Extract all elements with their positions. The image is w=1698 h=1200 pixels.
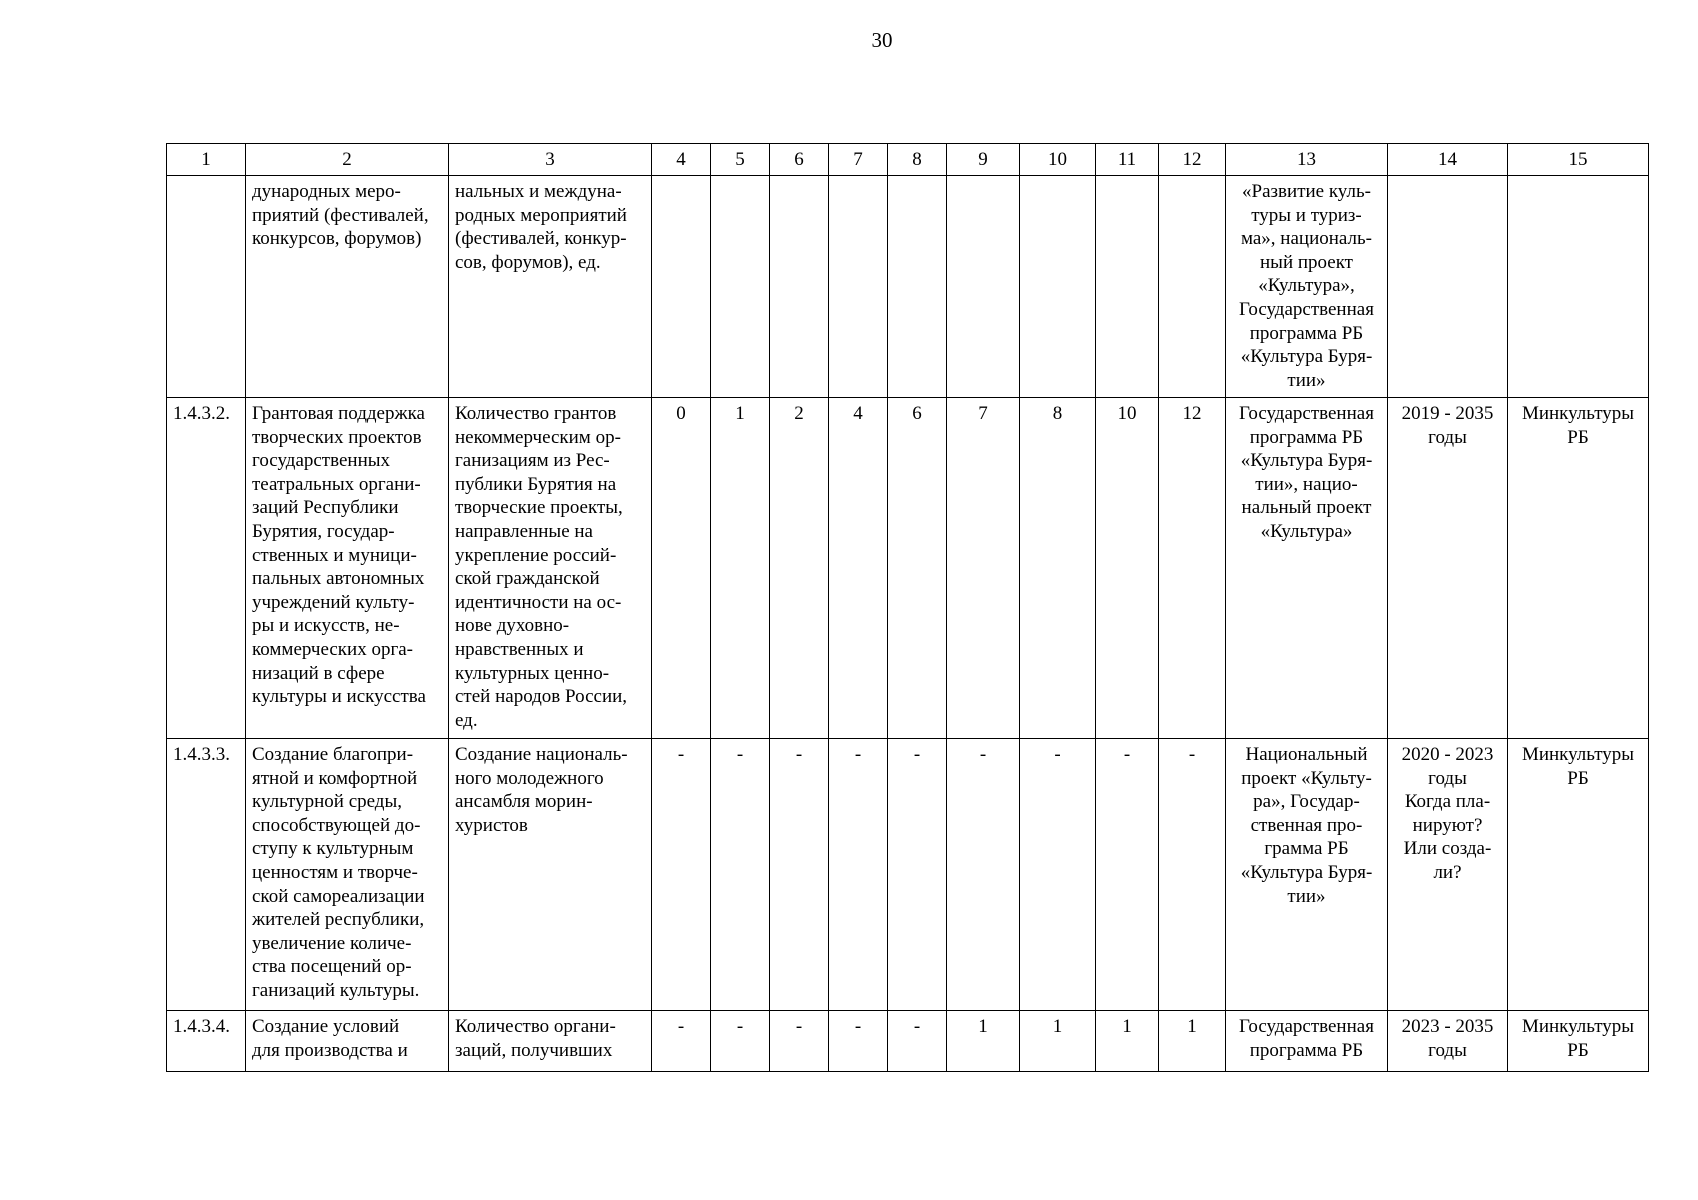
header-cell: 5	[711, 144, 770, 176]
header-cell: 14	[1388, 144, 1508, 176]
indicator-cell: нальных и междуна- родных мероприятий (фестивалей, конкур- сов, форумов), ед.	[449, 176, 652, 398]
value-cell	[888, 176, 947, 398]
value-cell: 1	[1159, 1011, 1226, 1072]
value-cell	[770, 176, 829, 398]
value-cell	[1020, 176, 1096, 398]
row-number: 1.4.3.4.	[167, 1011, 246, 1072]
value-cell: 0	[652, 398, 711, 739]
value-cell: -	[652, 1011, 711, 1072]
event-cell: Создание условий для производства и	[246, 1011, 449, 1072]
indicator-cell: Количество органи- заций, получивших	[449, 1011, 652, 1072]
measures-table	[166, 143, 1649, 1072]
header-cell: 2	[246, 144, 449, 176]
value-cell: -	[711, 739, 770, 1011]
value-cell: 6	[888, 398, 947, 739]
value-cell: -	[888, 739, 947, 1011]
row-number	[167, 176, 246, 398]
header-cell: 6	[770, 144, 829, 176]
header-cell: 10	[1020, 144, 1096, 176]
value-cell: 1	[711, 398, 770, 739]
header-cell: 11	[1096, 144, 1159, 176]
value-cell: 7	[947, 398, 1020, 739]
value-cell: -	[652, 739, 711, 1011]
value-cell: 1	[1096, 1011, 1159, 1072]
source-cell: Государственная программа РБ	[1226, 1011, 1388, 1072]
value-cell	[1159, 176, 1226, 398]
source-cell: «Развитие куль- туры и туриз- ма», националь- ный проект «Культура», Государственная программа РБ «Культура Буря- тии»	[1226, 176, 1388, 398]
value-cell: -	[1159, 739, 1226, 1011]
value-cell: 1	[1020, 1011, 1096, 1072]
header-cell: 4	[652, 144, 711, 176]
header-cell: 15	[1508, 144, 1649, 176]
header-cell: 1	[167, 144, 246, 176]
responsible-cell: Минкультуры РБ	[1508, 1011, 1649, 1072]
header-cell: 9	[947, 144, 1020, 176]
indicator-cell: Создание националь- ного молодежного ансамбля морин- хуристов	[449, 739, 652, 1011]
page-number: 30	[871, 28, 893, 52]
responsible-cell: Минкультуры РБ	[1508, 398, 1649, 739]
event-cell: Создание благопри- ятной и комфортной культурной среды, способствующей до- ступу к культурным ценностям и творче- ской самореализации жителей республики, увеличение количе- ства посещений ор- ганизаций культуры.	[246, 739, 449, 1011]
source-cell: Государственная программа РБ «Культура Буря- тии», нацио- нальный проект «Культура»	[1226, 398, 1388, 739]
table-row	[167, 739, 1649, 1011]
value-cell	[829, 176, 888, 398]
row-number: 1.4.3.2.	[167, 398, 246, 739]
table-row	[167, 176, 1649, 398]
value-cell: -	[947, 739, 1020, 1011]
header-cell: 7	[829, 144, 888, 176]
value-cell: -	[1096, 739, 1159, 1011]
header-cell: 8	[888, 144, 947, 176]
event-cell: Грантовая поддержка творческих проектов государственных театральных органи- заций Республики Бурятия, государ- ственных и муници- пальных автономных учреждений культу- ры и искусств, не- коммерческих орга- низаций в сфере культуры и искусства	[246, 398, 449, 739]
value-cell: 4	[829, 398, 888, 739]
period-cell: 2019 - 2035 годы	[1388, 398, 1508, 739]
value-cell: -	[1020, 739, 1096, 1011]
value-cell: -	[770, 1011, 829, 1072]
source-cell: Национальный проект «Культу- ра», Государ- ственная про- грамма РБ «Культура Буря- тии»	[1226, 739, 1388, 1011]
value-cell: -	[711, 1011, 770, 1072]
header-cell: 3	[449, 144, 652, 176]
value-cell	[711, 176, 770, 398]
period-cell: 2023 - 2035 годы	[1388, 1011, 1508, 1072]
value-cell: -	[829, 739, 888, 1011]
value-cell: -	[888, 1011, 947, 1072]
header-cell: 12	[1159, 144, 1226, 176]
event-cell: дународных меро- приятий (фестивалей, конкурсов, форумов)	[246, 176, 449, 398]
value-cell	[947, 176, 1020, 398]
value-cell: 2	[770, 398, 829, 739]
value-cell: 12	[1159, 398, 1226, 739]
period-cell: 2020 - 2023 годы Когда пла- нируют? Или созда- ли?	[1388, 739, 1508, 1011]
table-header-row	[167, 144, 1649, 176]
value-cell: -	[770, 739, 829, 1011]
value-cell: 8	[1020, 398, 1096, 739]
period-cell	[1388, 176, 1508, 398]
row-number: 1.4.3.3.	[167, 739, 246, 1011]
value-cell: 1	[947, 1011, 1020, 1072]
responsible-cell	[1508, 176, 1649, 398]
value-cell	[652, 176, 711, 398]
table-row	[167, 1011, 1649, 1072]
value-cell: -	[829, 1011, 888, 1072]
value-cell	[1096, 176, 1159, 398]
table-row	[167, 398, 1649, 739]
indicator-cell: Количество грантов некоммерческим ор- ганизациям из Рес- публики Бурятия на творческие проекты, направленные на укрепление россий- ской гражданской идентичности на ос- нове духовно- нравственных и культурных ценно- стей народов России, ед.	[449, 398, 652, 739]
value-cell: 10	[1096, 398, 1159, 739]
header-cell: 13	[1226, 144, 1388, 176]
responsible-cell: Минкультуры РБ	[1508, 739, 1649, 1011]
